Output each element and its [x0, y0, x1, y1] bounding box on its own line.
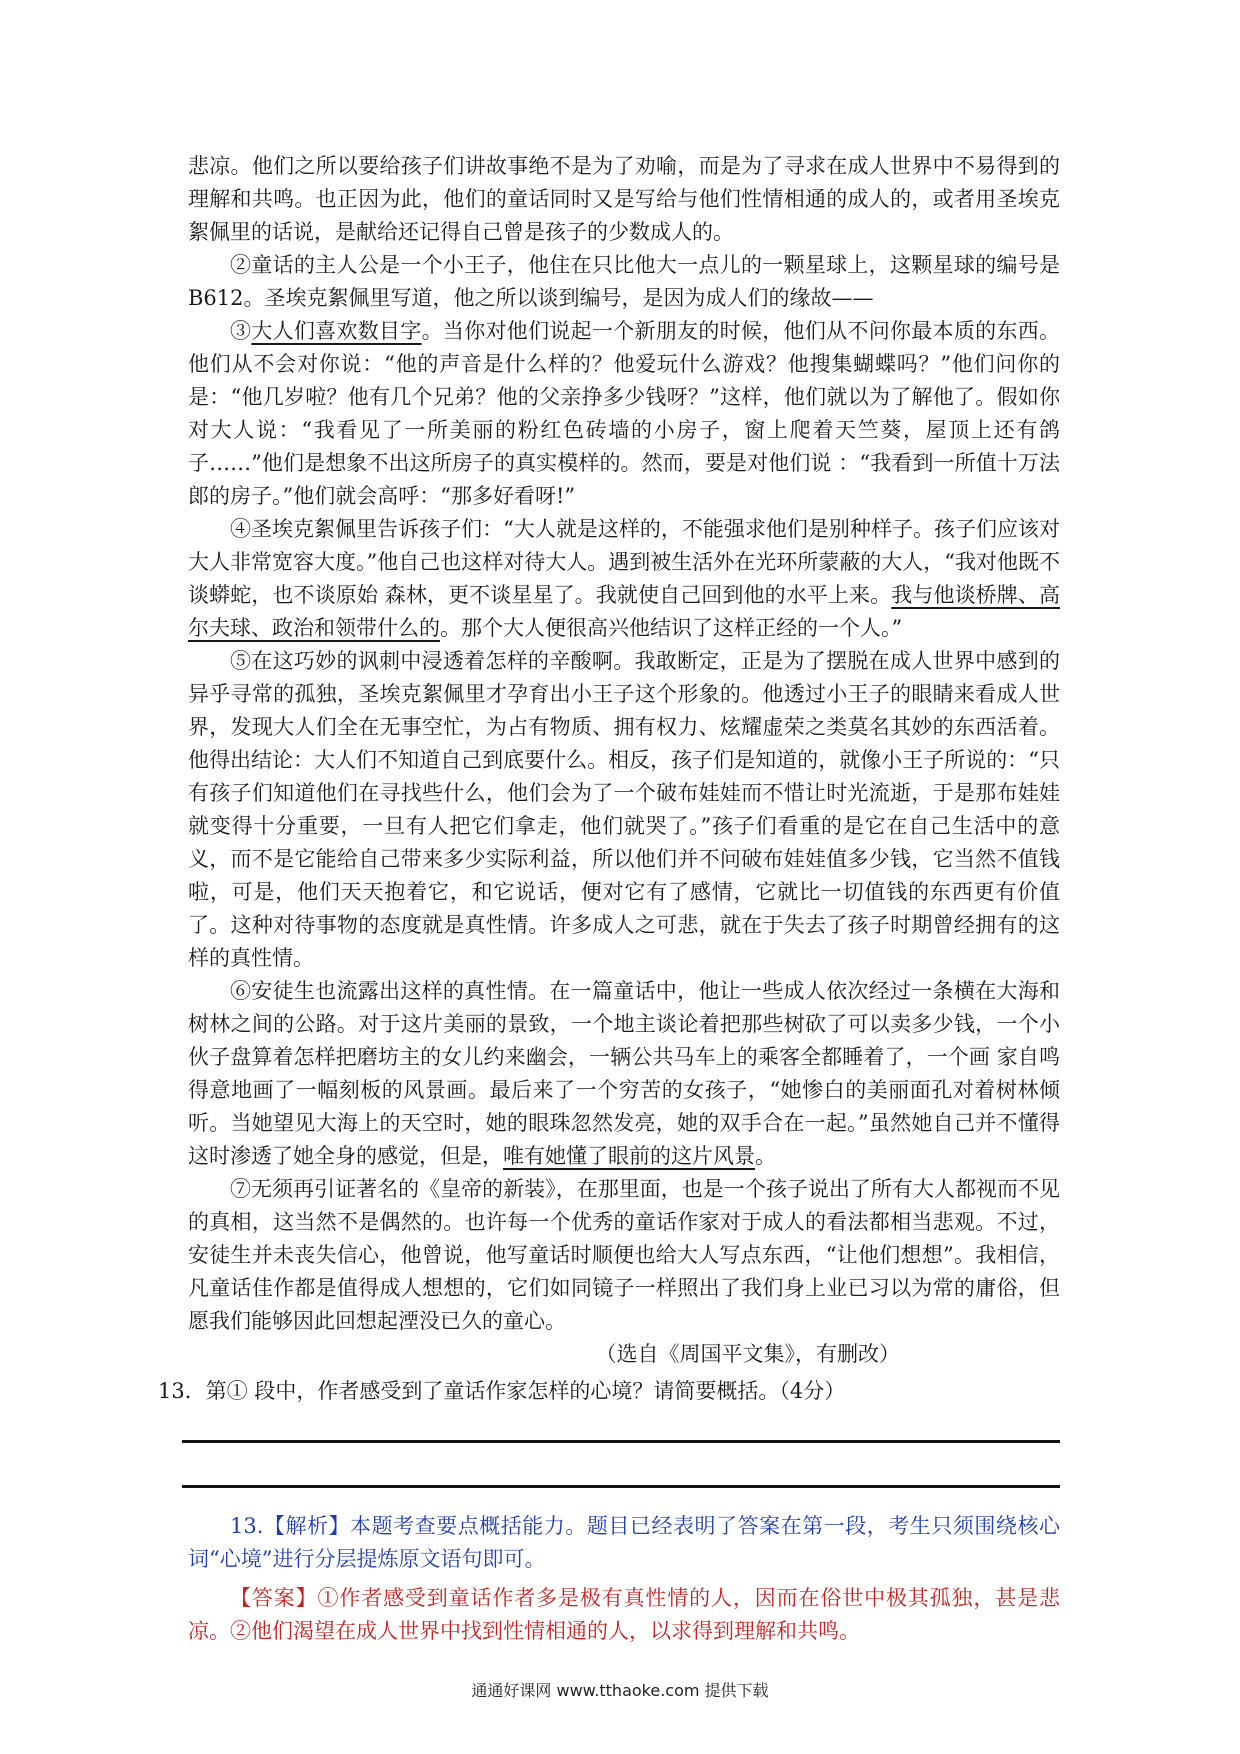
paragraph-4-text-b: 。那个大人便很高兴他结识了这样正经的一个人。” — [440, 616, 903, 640]
underlined-phrase-numbers: 大人们喜欢数目字 — [251, 319, 422, 343]
paragraph-3 — [188, 315, 1060, 513]
paragraph-7: ⑦无须再引证著名的《皇帝的新装》，在那里面，也是一个孩子说出了所有大人都视而不见的真相，这当然不是偶然的。也许每一个优秀的童话作家对于成人的看法都相当悲观。不过，安徒生并未丧失信心，他曾说，他写童话时顺便也给大人写点东西，“让他们想想”。我相信，凡童话佳作都是值得成人想想的，它们如同镜子一样照出了我们身上业已习以为常的庸俗，但愿我们能够因此回想起湮没已久的童心。 — [188, 1177, 1060, 1333]
paragraph-6-text-a: ⑥安徒生也流露出这样的真性情。在一篇童话中，他让一些成人依次经过一条横在大海和树林之间的公路。对于这片美丽的景致，一个地主谈论着把那些树砍了可以卖多少钱，一个小伙子盘算着怎样把磨坊主的女儿约来幽会，一辆公共马车上的乘客全都睡着了，一个画 家自鸣得意地画了一幅刻板的风景画。最后来了一个穷苦的女孩子，“她惨白的美丽面孔对着树林倾听。当她望见大海上的天空时，她的眼珠忽然发亮，她的双手合在一起。”虽然她自己并不懂得这时渗透了她全身的感觉，但是， — [188, 979, 1060, 1168]
source-citation: （选自《周国平文集》，有删改） — [595, 1342, 900, 1366]
paragraph-2: ②童话的主人公是一个小王子，他住在只比他大一点儿的一颗星球上，这颗星球的编号是B612。圣埃克絮佩里写道，他之所以谈到编号，是因为成人们的缘故—— — [188, 253, 1060, 310]
article-body — [158, 150, 1061, 1648]
analysis-text: 13.【解析】本题考查要点概括能力。题目已经表明了答案在第一段，考生只须围绕核心词“心境”进行分层提炼原文语句即可。 — [188, 1514, 1060, 1571]
underlined-phrase-scenery: 唯有她懂了眼前的这片风景 — [503, 1144, 755, 1168]
paragraph-6 — [188, 975, 1060, 1173]
paragraph-5: ⑤在这巧妙的讽刺中浸透着怎样的辛酸啊。我敢断定，正是为了摆脱在成人世界中感到的异乎寻常的孤独，圣埃克絮佩里才孕育出小王子这个形象的。他透过小王子的眼睛来看成人世界，发现大人们全在无事空忙，为占有物质、拥有权力、炫耀虚荣之类莫名其妙的东西活着。他得出结论：大人们不知道自己到底要什么。相反，孩子们是知道的，就像小王子所说的：“只有孩子们知道他们在寻找些什么，他们会为了一个破布娃娃而不惜让时光流逝，于是那布娃娃就变得十分重要，一旦有人把它们拿走，他们就哭了。”孩子们看重的是它在自己生活中的意义，而不是它能给自己带来多少实际利益，所以他们并不问破布娃娃值多少钱，它当然不值钱啦，可是，他们天天抱着它，和它说话，便对它有了感情，它就比一切值钱的东西更有价值了。这种对待事物的态度就是真性情。许多成人之可悲，就在于失去了孩子时期曾经拥有的这样的真性情。 — [188, 649, 1060, 970]
paragraph-6-text-b: 。 — [755, 1144, 776, 1168]
paragraph-4-text-a: ④圣埃克絮佩里告诉孩子们：“大人就是这样的，不能强求他们是别种样子。孩子们应该对大人非常宽容大度。”他自己也这样对待大人。遇到被生活外在光环所蒙蔽的大人，“我对他既不谈蟒蛇，也不谈原始 森林，更不谈星星了。我就使自己回到他的水平上来。 — [188, 517, 1060, 607]
answer-line-2 — [182, 1485, 1060, 1488]
answer-text: 【答案】①作者感受到童话作者多是极有真性情的人，因而在俗世中极其孤独，甚是悲凉。②他们渴望在成人世界中找到性情相通的人，以求得到理解和共鸣。 — [188, 1586, 1060, 1643]
paragraph-3-number: ③ — [230, 319, 252, 343]
question-13: 13．第① 段中，作者感受到了童话作家怎样的心境？请简要概括。（4分） — [158, 1379, 846, 1403]
paragraph-4 — [188, 513, 1060, 645]
answer-line-1 — [182, 1440, 1060, 1443]
underlined-phrase-bridge-golf: 我与他谈桥牌、高尔夫球、政治和领带什么的 — [188, 583, 1060, 640]
paragraph-1-continued: 悲凉。他们之所以要给孩子们讲故事绝不是为了劝喻，而是为了寻求在成人世界中不易得到的理解和共鸣。也正因为此，他们的童话同时又是写给与他们性情相通的成人的，或者用圣埃克絮佩里的话说，是献给还记得自己曾是孩子的少数成人的。 — [188, 154, 1060, 244]
paragraph-3-text: 。当你对他们说起一个新朋友的时候，他们从不问你最本质的东西。他们从不会对你说：“他的声音是什么样的？他爱玩什么游戏？他搜集蝴蝶吗？”他们问你的是：“他几岁啦？他有几个兄弟？他的父亲挣多少钱呀？”这样，他们就以为了解他了。假如你对大人说：“我看见了一所美丽的粉红色砖墙的小房子，窗上爬着天竺葵，屋顶上还有鸽子……”他们是想象不出这所房子的真实模样的。然而，要是对他们说 ：“我看到一所值十万法郎的房子。”他们就会高呼：“那多好看呀!” — [188, 319, 1061, 508]
footer-source: 通通好课网 www.tthaoke.com 提供下载 — [471, 1681, 769, 1700]
